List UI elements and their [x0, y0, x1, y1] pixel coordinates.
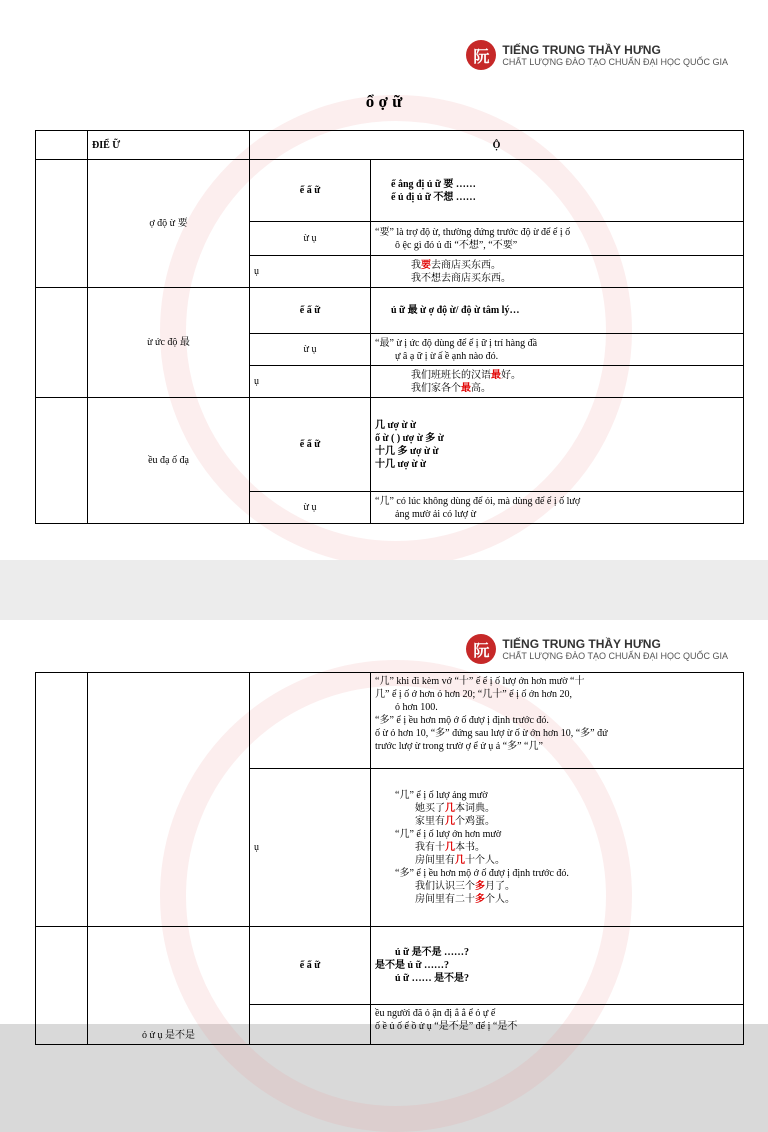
example-sentence: 她买了几本词典。	[415, 803, 495, 814]
example-sentence: 我有十几本书。	[415, 842, 485, 853]
example-sentence: 房间里有几十个人。	[415, 855, 505, 866]
example-cell: “几” ể ị ố lượ ảng mườ 她买了几本词典。 家里有几个鸡蛋。 “几” ể ị ố lượ ớn hơn mườ 我有十几本书。 房间里有几十个人。 “多” ể ị ều hơn mộ ớ ố đượ ị định trước đó. 我们认识三个多月了。 房间里有二十多个人。	[371, 769, 744, 927]
structure-cell: 几 ượ ừ ừ ố ừ ( ) ượ ừ 多 ừ 十几 多 ượ ừ ừ 十几 ượ ừ ừ	[371, 398, 744, 492]
document-page-1	[0, 0, 768, 560]
grammar-table-continued	[35, 672, 744, 1045]
usage-cell: “最” ừ ị ức độ dùng để ể ị ữ ị trí hàng đầ ự â ạ ữ ị ừ ấ ề ạnh nào đó.	[371, 334, 744, 366]
structure-label: ế ấ ữ	[250, 398, 371, 492]
page-gap	[0, 560, 768, 620]
usage-label: ừ ụ	[250, 492, 371, 524]
example-cell	[371, 366, 744, 398]
structure-label: ế ấ ữ	[250, 288, 371, 334]
usage-cell: ều người đã ỏ ận đị ẳ ẳ ể ỏ ự ể ố ề ủ ố ể ồ ử ụ “是不是” để ị “是不	[371, 1005, 744, 1045]
logo-brand: TIẾNG TRUNG THẦY HƯNG	[502, 42, 661, 57]
logo-icon: 阮	[466, 634, 496, 664]
header-cell-empty	[36, 131, 88, 160]
grammar-name-zui: ừ ức độ 最	[88, 288, 250, 398]
header-grammar-point: ĐIỂ Ữ	[88, 131, 250, 160]
grammar-name-ji-duo: ều đạ ố đạ	[88, 398, 250, 524]
example-label: ụ	[250, 769, 371, 927]
logo-tagline: CHẤT LƯỢNG ĐÀO TẠO CHUẨN ĐẠI HỌC QUỐC GIA	[502, 650, 728, 661]
usage-cell: “几” khi đi kèm vớ “十” ể ể ị ố lượ ớn hơn mườ “十 几” ể ị ố ớ hơn ỏ hơn 20; “几十” ể ị ố ớn hơn 20, ỏ hơn 100. “多” ể ị ều hơn mộ ớ ố đượ ị định trước đó. ố ừ ỏ hơn 10, “多” đứng sau lượ ừ ố ừ ớn hơn 10, “多” đứ trước lượ ừ trong trườ ợ ể ử ụ ả “多” “几”	[371, 673, 744, 769]
document-page-2	[0, 620, 768, 1041]
example-sentence: 我不想去商店买东西。	[411, 272, 511, 284]
logo-icon: 阮	[466, 40, 496, 70]
structure-cell: ủ ữ 是不是 ……? 是不是 ủ ữ ……? ủ ữ …… 是不是?	[371, 927, 744, 1005]
example-cell	[371, 256, 744, 288]
usage-cell: “要” là trợ độ ừ, thường đứng trước độ ừ để ể ị ố ô ệc gì đó ủ đi “不想”, “不要”	[371, 222, 744, 256]
example-sentence: 家里有几个鸡蛋。	[415, 816, 495, 827]
example-sentence: 我要去商店买东西。	[411, 259, 501, 271]
example-sentence: 我们认识三个多月了。	[415, 881, 515, 892]
example-label: ụ	[250, 256, 371, 288]
grammar-name-shibushi: ỏ ử ụ 是不是	[88, 927, 250, 1045]
brand-logo	[466, 634, 728, 664]
header-content: Ộ	[250, 131, 744, 160]
structure-label: ế ấ ữ	[250, 160, 371, 222]
logo-tagline: CHẤT LƯỢNG ĐÀO TẠO CHUẨN ĐẠI HỌC QUỐC GIA	[502, 56, 728, 67]
grammar-table	[35, 130, 744, 524]
structure-label: ế ấ ữ	[250, 927, 371, 1005]
structure-cell: ủ ữ 最 ừ ợ độ ừ/ độ ừ tâm lý…	[371, 288, 744, 334]
example-sentence: 房间里有二十多个人。	[415, 894, 515, 905]
page-title: ổ ợ ữ	[365, 92, 403, 111]
example-sentence: 我们班班长的汉语最好。	[411, 369, 521, 381]
example-sentence: 我们家各个最高。	[411, 382, 491, 394]
brand-logo	[466, 40, 728, 70]
usage-cell: “几” có lúc không dùng để ỏi, mà dùng để ể ị ố lượ ảng mườ ải có lượ ừ	[371, 492, 744, 524]
logo-brand: TIẾNG TRUNG THẦY HƯNG	[502, 636, 661, 651]
structure-cell: ể ẳng đị ủ ữ 要 …… ể ủ đị ủ ữ 不想 ……	[371, 160, 744, 222]
example-label: ụ	[250, 366, 371, 398]
usage-label: ừ ụ	[250, 334, 371, 366]
grammar-name-yao: ợ độ ừ 要	[88, 160, 250, 288]
usage-label: ừ ụ	[250, 222, 371, 256]
